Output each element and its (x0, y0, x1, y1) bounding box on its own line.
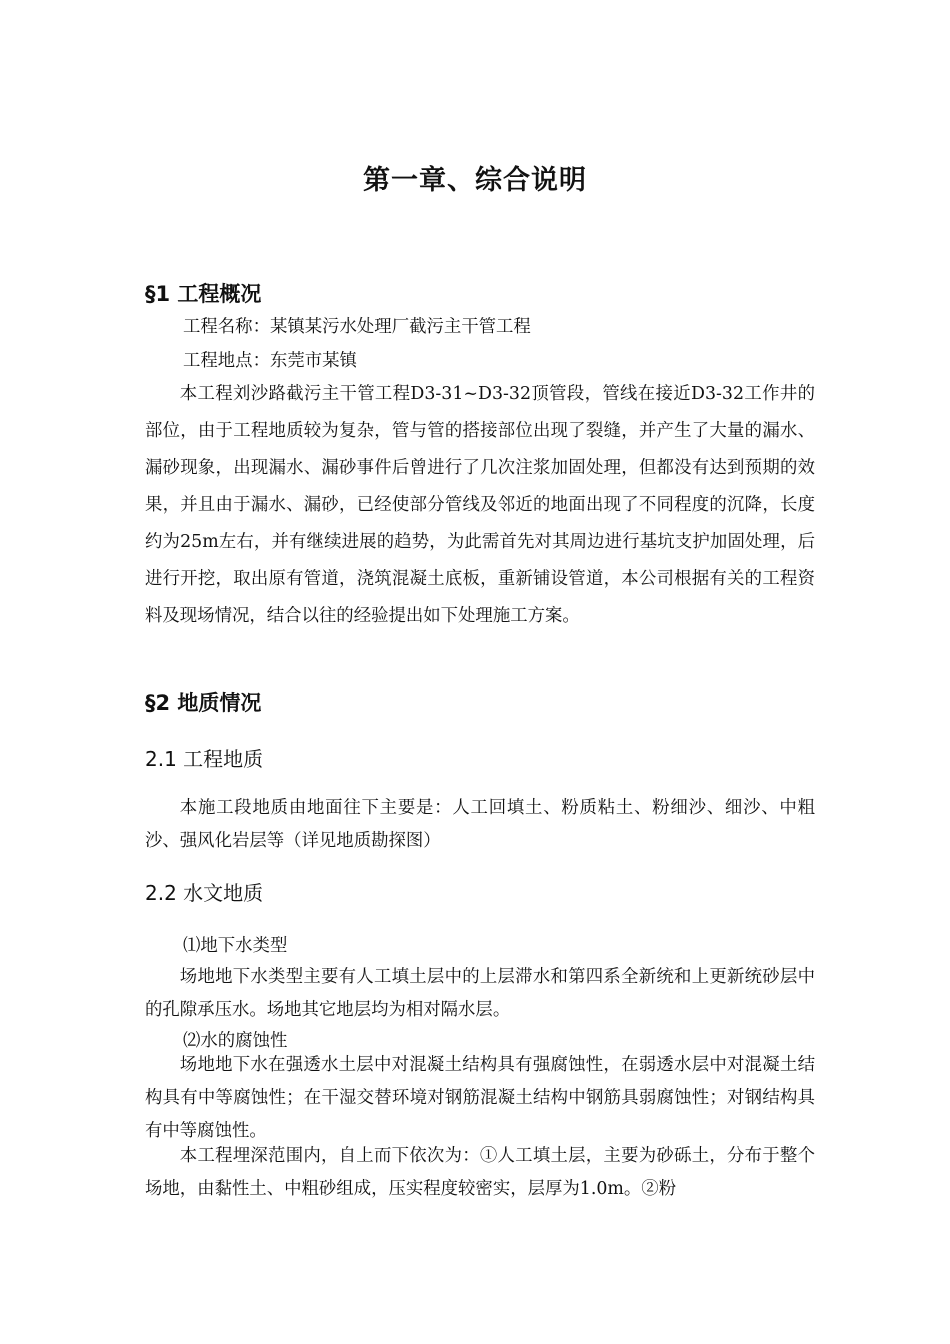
water-corrosivity-label: ⑵水的腐蚀性 (183, 1031, 288, 1051)
section-1-heading: §1 工程概况 (145, 282, 262, 306)
project-overview-paragraph: 本工程刘沙路截污主干管工程D3-31~D3-32顶管段，管线在接近D3-32工作井的部位，由于工程地质较为复杂，管与管的搭接部位出现了裂缝，并产生了大量的漏水、漏砂现象，出现漏水、漏砂事件后曾进行了几次注浆加固处理，但都没有达到预期的效果，并且由于漏水、漏砂，已经使部分管线及邻近的地面出现了不同程度的沉降，长度约为25m左右，并有继续进展的趋势，为此需首先对其周边进行基坑支护加固处理，后进行开挖，取出原有管道，浇筑混凝土底板，重新铺设管道，本公司根据有关的工程资料及现场情况，结合以往的经验提出如下处理施工方案。 (145, 384, 815, 626)
hydrogeology-heading: 2.2 水文地质 (145, 881, 264, 905)
engineering-geology-paragraph: 本施工段地质由地面往下主要是：人工回填土、粉质粘土、粉细沙、细沙、中粗沙、强风化岩层等（详见地质勘探图） (145, 798, 815, 851)
strata-description-paragraph: 本工程埋深范围内，自上而下依次为：①人工填土层，主要为砂砾土，分布于整个场地，由黏性土、中粗砂组成，压实程度较密实，层厚为1.0m。②粉 (145, 1146, 815, 1199)
project-name-line: 工程名称：某镇某污水处理厂截污主干管工程 (183, 317, 531, 337)
water-corrosivity-paragraph: 场地地下水在强透水土层中对混凝土结构具有强腐蚀性，在弱透水层中对混凝土结构具有中等腐蚀性；在干湿交替环境对钢筋混凝土结构中钢筋具弱腐蚀性；对钢结构具有中等腐蚀性。 (145, 1055, 815, 1141)
groundwater-type-paragraph: 场地地下水类型主要有人工填土层中的上层滞水和第四系全新统和上更新统砂层中的孔隙承压水。场地其它地层均为相对隔水层。 (145, 967, 815, 1020)
section-2-heading: §2 地质情况 (145, 691, 262, 715)
project-location-line: 工程地点：东莞市某镇 (183, 351, 357, 371)
engineering-geology-heading: 2.1 工程地质 (145, 747, 264, 771)
groundwater-type-label: ⑴地下水类型 (183, 936, 288, 956)
chapter-title: 第一章、综合说明 (363, 165, 587, 196)
